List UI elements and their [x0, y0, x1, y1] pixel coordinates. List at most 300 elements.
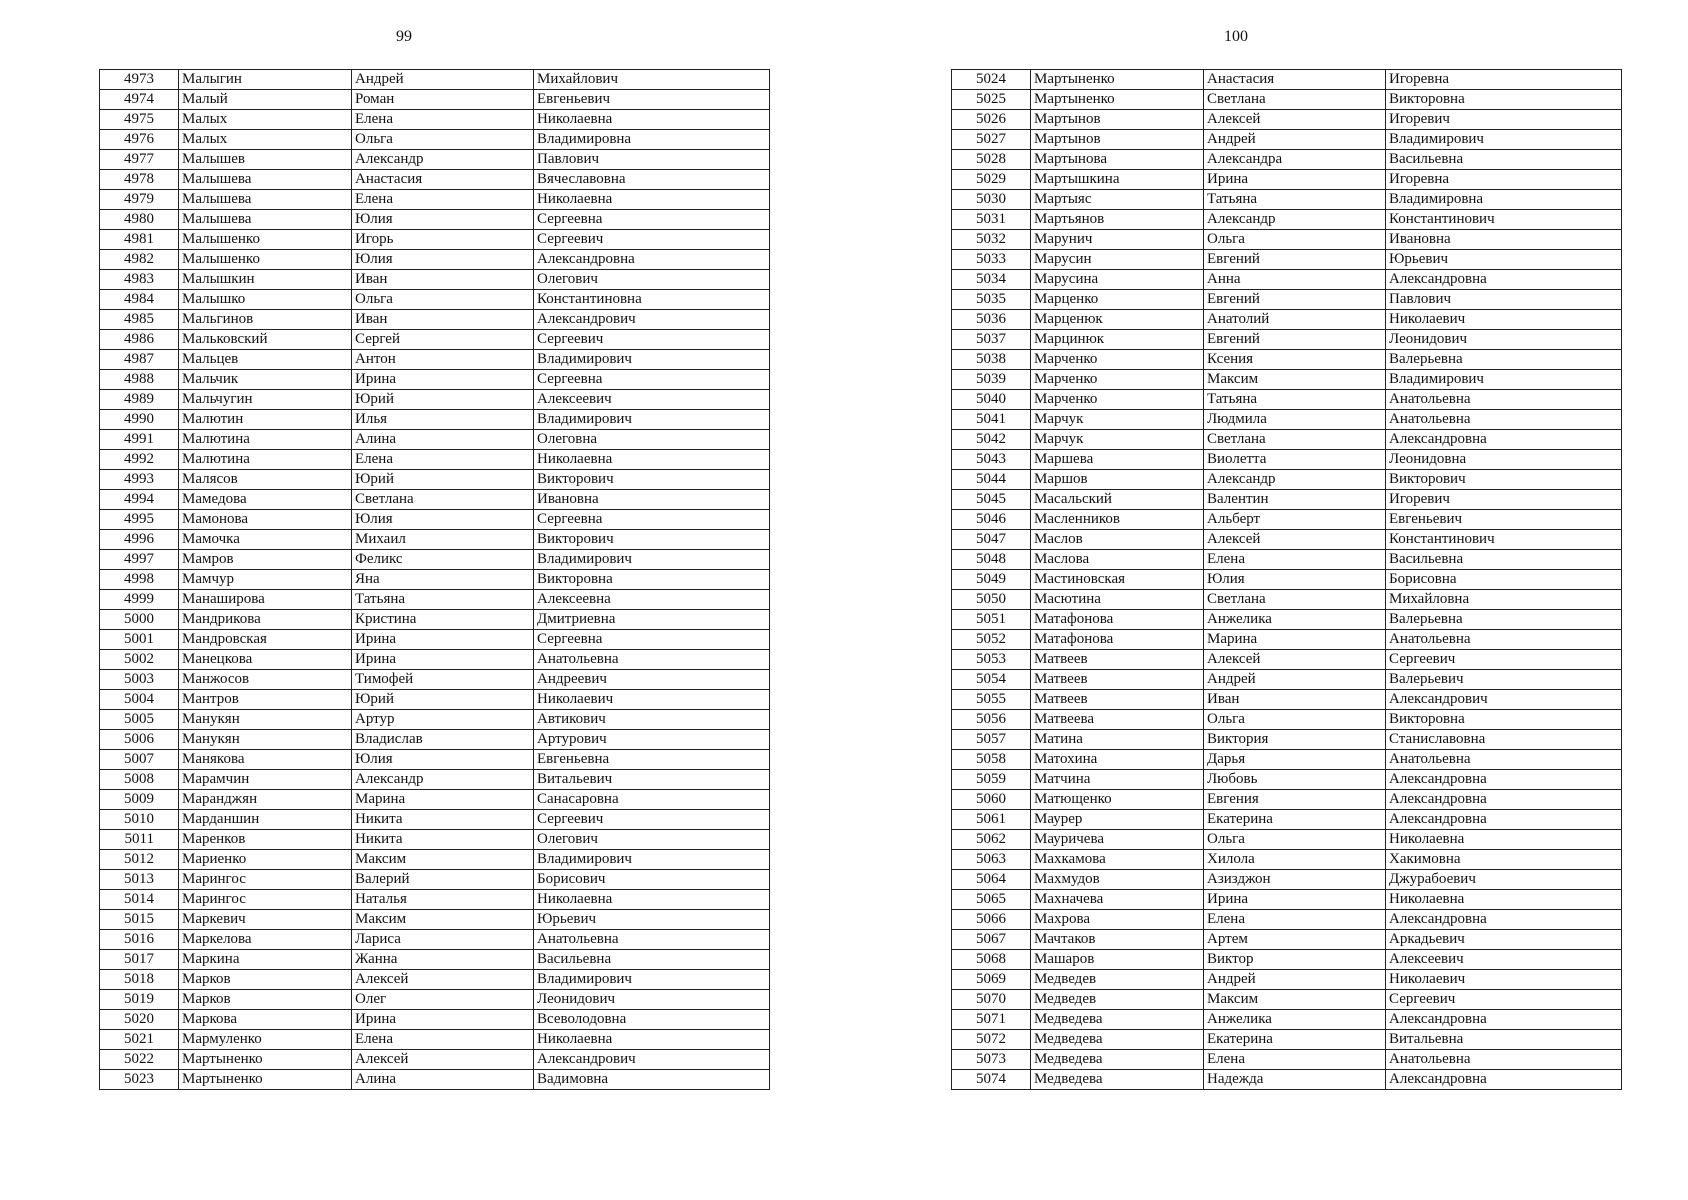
patronymic-cell: Николаевич: [534, 690, 770, 710]
first-name-cell: Ксения: [1204, 350, 1386, 370]
row-number: 4999: [100, 590, 179, 610]
patronymic-cell: Павлович: [1386, 290, 1622, 310]
first-name-cell: Андрей: [1204, 130, 1386, 150]
patronymic-cell: Анатольевна: [1386, 750, 1622, 770]
first-name-cell: Юлия: [352, 210, 534, 230]
patronymic-cell: Сергеевич: [1386, 650, 1622, 670]
surname-cell: Мариенко: [179, 850, 352, 870]
surname-cell: Марцинюк: [1031, 330, 1204, 350]
table-row: [952, 150, 1622, 170]
row-number: 4979: [100, 190, 179, 210]
table-row: [100, 590, 770, 610]
table-row: [100, 490, 770, 510]
patronymic-cell: Сергеевич: [534, 230, 770, 250]
patronymic-cell: Витальевич: [534, 770, 770, 790]
surname-cell: Маркелова: [179, 930, 352, 950]
table-row: [952, 250, 1622, 270]
patronymic-cell: Сергеевна: [534, 630, 770, 650]
first-name-cell: Яна: [352, 570, 534, 590]
patronymic-cell: Ивановна: [534, 490, 770, 510]
first-name-cell: Татьяна: [1204, 190, 1386, 210]
table-row: [952, 890, 1622, 910]
row-number: 5006: [100, 730, 179, 750]
row-number: 5016: [100, 930, 179, 950]
table-row: [100, 90, 770, 110]
table-row: [100, 710, 770, 730]
row-number: 5010: [100, 810, 179, 830]
patronymic-cell: Викторовна: [534, 570, 770, 590]
row-number: 5005: [100, 710, 179, 730]
surname-cell: Мамочка: [179, 530, 352, 550]
row-number: 5007: [100, 750, 179, 770]
surname-cell: Матафонова: [1031, 610, 1204, 630]
patronymic-cell: Викторович: [1386, 470, 1622, 490]
surname-cell: Матвеев: [1031, 670, 1204, 690]
first-name-cell: Юрий: [352, 690, 534, 710]
patronymic-cell: Александрович: [1386, 690, 1622, 710]
row-number: 4977: [100, 150, 179, 170]
first-name-cell: Андрей: [352, 70, 534, 90]
surname-cell: Малышева: [179, 190, 352, 210]
table-row: [100, 270, 770, 290]
table-row: [952, 70, 1622, 90]
row-number: 5030: [952, 190, 1031, 210]
row-number: 5034: [952, 270, 1031, 290]
surname-cell: Марчук: [1031, 410, 1204, 430]
table-row: [952, 470, 1622, 490]
first-name-cell: Сергей: [352, 330, 534, 350]
row-number: 4987: [100, 350, 179, 370]
first-name-cell: Наталья: [352, 890, 534, 910]
first-name-cell: Михаил: [352, 530, 534, 550]
first-name-cell: Ирина: [352, 630, 534, 650]
surname-cell: Марусина: [1031, 270, 1204, 290]
surname-cell: Марамчин: [179, 770, 352, 790]
table-row: [952, 170, 1622, 190]
first-name-cell: Ирина: [352, 1010, 534, 1030]
table-row: [100, 330, 770, 350]
table-row: [952, 1050, 1622, 1070]
row-number: 4973: [100, 70, 179, 90]
first-name-cell: Юлия: [352, 250, 534, 270]
surname-cell: Матафонова: [1031, 630, 1204, 650]
row-number: 4980: [100, 210, 179, 230]
first-name-cell: Андрей: [1204, 970, 1386, 990]
row-number: 4985: [100, 310, 179, 330]
table-row: [100, 450, 770, 470]
surname-cell: Матина: [1031, 730, 1204, 750]
surname-cell: Медведева: [1031, 1050, 1204, 1070]
surname-cell: Мауричева: [1031, 830, 1204, 850]
patronymic-cell: Васильевна: [534, 950, 770, 970]
table-row: [952, 970, 1622, 990]
first-name-cell: Максим: [352, 910, 534, 930]
table-row: [100, 550, 770, 570]
first-name-cell: Юлия: [352, 510, 534, 530]
row-number: 5011: [100, 830, 179, 850]
patronymic-cell: Сергеевич: [534, 810, 770, 830]
first-name-cell: Лариса: [352, 930, 534, 950]
surname-cell: Малютин: [179, 410, 352, 430]
row-number: 5047: [952, 530, 1031, 550]
surname-cell: Махрова: [1031, 910, 1204, 930]
table-row: [952, 290, 1622, 310]
row-number: 5053: [952, 650, 1031, 670]
surname-cell: Марченко: [1031, 390, 1204, 410]
surname-cell: Мамедова: [179, 490, 352, 510]
table-row: [952, 1010, 1622, 1030]
row-number: 5029: [952, 170, 1031, 190]
row-number: 5063: [952, 850, 1031, 870]
surname-cell: Махначева: [1031, 890, 1204, 910]
patronymic-cell: Константинович: [1386, 530, 1622, 550]
row-number: 4995: [100, 510, 179, 530]
first-name-cell: Виктория: [1204, 730, 1386, 750]
row-number: 5019: [100, 990, 179, 1010]
table-row: [100, 210, 770, 230]
surname-cell: Медведева: [1031, 1030, 1204, 1050]
surname-cell: Мамонова: [179, 510, 352, 530]
table-row: [952, 90, 1622, 110]
table-row: [100, 250, 770, 270]
patronymic-cell: Анатольевна: [1386, 630, 1622, 650]
patronymic-cell: Евгеньевич: [534, 90, 770, 110]
surname-cell: Малых: [179, 110, 352, 130]
table-row: [100, 750, 770, 770]
first-name-cell: Алина: [352, 430, 534, 450]
first-name-cell: Светлана: [1204, 590, 1386, 610]
first-name-cell: Татьяна: [1204, 390, 1386, 410]
row-number: 4996: [100, 530, 179, 550]
row-number: 5013: [100, 870, 179, 890]
table-row: [100, 890, 770, 910]
row-number: 5067: [952, 930, 1031, 950]
surname-cell: Медведев: [1031, 970, 1204, 990]
first-name-cell: Дарья: [1204, 750, 1386, 770]
patronymic-cell: Алексеевич: [1386, 950, 1622, 970]
table-row: [952, 690, 1622, 710]
surname-cell: Масленников: [1031, 510, 1204, 530]
surname-cell: Манукян: [179, 710, 352, 730]
first-name-cell: Юлия: [352, 750, 534, 770]
row-number: 4975: [100, 110, 179, 130]
row-number: 5002: [100, 650, 179, 670]
first-name-cell: Антон: [352, 350, 534, 370]
table-row: [100, 810, 770, 830]
patronymic-cell: Игоревич: [1386, 110, 1622, 130]
first-name-cell: Олег: [352, 990, 534, 1010]
row-number: 5052: [952, 630, 1031, 650]
table-row: [952, 330, 1622, 350]
table-row: [100, 110, 770, 130]
row-number: 5049: [952, 570, 1031, 590]
first-name-cell: Ольга: [1204, 830, 1386, 850]
surname-cell: Мамров: [179, 550, 352, 570]
first-name-cell: Виолетта: [1204, 450, 1386, 470]
patronymic-cell: Санасаровна: [534, 790, 770, 810]
surname-cell: Манаширова: [179, 590, 352, 610]
surname-cell: Мартыненко: [179, 1070, 352, 1090]
patronymic-cell: Валерьевна: [1386, 610, 1622, 630]
table-row: [952, 550, 1622, 570]
table-row: [952, 770, 1622, 790]
patronymic-cell: Александровна: [1386, 430, 1622, 450]
first-name-cell: Екатерина: [1204, 1030, 1386, 1050]
table-row: [952, 1030, 1622, 1050]
table-row: [952, 730, 1622, 750]
surname-cell: Мастиновская: [1031, 570, 1204, 590]
table-row: [100, 850, 770, 870]
row-number: 5028: [952, 150, 1031, 170]
first-name-cell: Надежда: [1204, 1070, 1386, 1090]
surname-cell: Мандрикова: [179, 610, 352, 630]
patronymic-cell: Анатольевна: [1386, 390, 1622, 410]
table-row: [100, 310, 770, 330]
first-name-cell: Игорь: [352, 230, 534, 250]
surname-cell: Малютина: [179, 430, 352, 450]
table-row: [952, 650, 1622, 670]
row-number: 5043: [952, 450, 1031, 470]
surname-cell: Мандровская: [179, 630, 352, 650]
table-row: [100, 1030, 770, 1050]
first-name-cell: Анжелика: [1204, 1010, 1386, 1030]
first-name-cell: Максим: [1204, 370, 1386, 390]
row-number: 5009: [100, 790, 179, 810]
first-name-cell: Ирина: [352, 650, 534, 670]
table-row: [952, 1070, 1622, 1090]
patronymic-cell: Михайловна: [1386, 590, 1622, 610]
first-name-cell: Юрий: [352, 470, 534, 490]
patronymic-cell: Владимирович: [534, 850, 770, 870]
surname-cell: Медведев: [1031, 990, 1204, 1010]
first-name-cell: Максим: [352, 850, 534, 870]
table-row: [100, 350, 770, 370]
table-row: [100, 190, 770, 210]
patronymic-cell: Васильевна: [1386, 550, 1622, 570]
patronymic-cell: Николаевна: [534, 190, 770, 210]
first-name-cell: Иван: [352, 310, 534, 330]
surname-cell: Маршева: [1031, 450, 1204, 470]
patronymic-cell: Владимирович: [1386, 370, 1622, 390]
first-name-cell: Ирина: [1204, 170, 1386, 190]
row-number: 5048: [952, 550, 1031, 570]
first-name-cell: Валентин: [1204, 490, 1386, 510]
patronymic-cell: Олеговна: [534, 430, 770, 450]
row-number: 4982: [100, 250, 179, 270]
surname-cell: Маренков: [179, 830, 352, 850]
row-number: 5003: [100, 670, 179, 690]
patronymic-cell: Михайлович: [534, 70, 770, 90]
first-name-cell: Елена: [352, 110, 534, 130]
surname-cell: Маршов: [1031, 470, 1204, 490]
patronymic-cell: Александрович: [534, 1050, 770, 1070]
surname-cell: Мартыяс: [1031, 190, 1204, 210]
first-name-cell: Алексей: [1204, 650, 1386, 670]
first-name-cell: Людмила: [1204, 410, 1386, 430]
table-row: [952, 310, 1622, 330]
patronymic-cell: Юрьевич: [1386, 250, 1622, 270]
patronymic-cell: Автикович: [534, 710, 770, 730]
first-name-cell: Елена: [1204, 910, 1386, 930]
patronymic-cell: Николаевна: [534, 890, 770, 910]
first-name-cell: Алексей: [1204, 530, 1386, 550]
first-name-cell: Ольга: [1204, 710, 1386, 730]
table-row: [952, 270, 1622, 290]
table-row: [952, 230, 1622, 250]
surname-cell: Мамчур: [179, 570, 352, 590]
patronymic-cell: Николаевна: [534, 450, 770, 470]
first-name-cell: Елена: [352, 450, 534, 470]
row-number: 4988: [100, 370, 179, 390]
table-row: [952, 790, 1622, 810]
row-number: 5057: [952, 730, 1031, 750]
first-name-cell: Любовь: [1204, 770, 1386, 790]
surname-cell: Марингос: [179, 890, 352, 910]
patronymic-cell: Александрович: [534, 310, 770, 330]
table-row: [100, 370, 770, 390]
table-row: [100, 730, 770, 750]
first-name-cell: Иван: [352, 270, 534, 290]
table-row: [100, 990, 770, 1010]
first-name-cell: Ольга: [352, 290, 534, 310]
patronymic-cell: Вадимовна: [534, 1070, 770, 1090]
row-number: 5042: [952, 430, 1031, 450]
row-number: 5001: [100, 630, 179, 650]
patronymic-cell: Витальевна: [1386, 1030, 1622, 1050]
table-row: [100, 670, 770, 690]
surname-cell: Мартыненко: [1031, 70, 1204, 90]
patronymic-cell: Николаевич: [1386, 310, 1622, 330]
table-row: [952, 990, 1622, 1010]
table-row: [100, 830, 770, 850]
surname-cell: Манецкова: [179, 650, 352, 670]
surname-cell: Малышев: [179, 150, 352, 170]
patronymic-cell: Александровна: [534, 250, 770, 270]
first-name-cell: Юрий: [352, 390, 534, 410]
surname-cell: Мартынов: [1031, 110, 1204, 130]
patronymic-cell: Игоревна: [1386, 70, 1622, 90]
row-number: 4994: [100, 490, 179, 510]
surname-cell: Марченко: [1031, 370, 1204, 390]
table-row: [100, 410, 770, 430]
first-name-cell: Елена: [1204, 1050, 1386, 1070]
row-number: 5024: [952, 70, 1031, 90]
first-name-cell: Ольга: [1204, 230, 1386, 250]
row-number: 5020: [100, 1010, 179, 1030]
table-row: [100, 130, 770, 150]
table-row: [952, 870, 1622, 890]
first-name-cell: Елена: [1204, 550, 1386, 570]
row-number: 4984: [100, 290, 179, 310]
patronymic-cell: Сергеевич: [534, 330, 770, 350]
table-row: [952, 590, 1622, 610]
row-number: 5056: [952, 710, 1031, 730]
row-number: 5060: [952, 790, 1031, 810]
surname-cell: Манякова: [179, 750, 352, 770]
first-name-cell: Феликс: [352, 550, 534, 570]
surname-cell: Маркевич: [179, 910, 352, 930]
first-name-cell: Евгений: [1204, 250, 1386, 270]
table-row: [952, 110, 1622, 130]
surname-cell: Махкамова: [1031, 850, 1204, 870]
patronymic-cell: Владимирович: [534, 970, 770, 990]
surname-cell: Мартышкина: [1031, 170, 1204, 190]
surname-cell: Матвеева: [1031, 710, 1204, 730]
surname-cell: Малышко: [179, 290, 352, 310]
first-name-cell: Елена: [352, 190, 534, 210]
table-row: [952, 670, 1622, 690]
row-number: 5045: [952, 490, 1031, 510]
table-row: [952, 570, 1622, 590]
row-number: 5036: [952, 310, 1031, 330]
row-number: 5025: [952, 90, 1031, 110]
row-number: 5066: [952, 910, 1031, 930]
patronymic-cell: Александровна: [1386, 1010, 1622, 1030]
patronymic-cell: Александровна: [1386, 770, 1622, 790]
table-row: [952, 410, 1622, 430]
row-number: 4978: [100, 170, 179, 190]
first-name-cell: Анастасия: [352, 170, 534, 190]
patronymic-cell: Александровна: [1386, 810, 1622, 830]
surname-cell: Малышенко: [179, 250, 352, 270]
table-row: [952, 130, 1622, 150]
table-row: [952, 930, 1622, 950]
patronymic-cell: Андреевич: [534, 670, 770, 690]
patronymic-cell: Анатольевна: [1386, 1050, 1622, 1070]
row-number: 5021: [100, 1030, 179, 1050]
patronymic-cell: Викторовна: [1386, 90, 1622, 110]
patronymic-cell: Николаевна: [534, 110, 770, 130]
table-row: [100, 290, 770, 310]
patronymic-cell: Вячеславовна: [534, 170, 770, 190]
row-number: 5038: [952, 350, 1031, 370]
patronymic-cell: Артурович: [534, 730, 770, 750]
patronymic-cell: Ивановна: [1386, 230, 1622, 250]
table-row: [952, 450, 1622, 470]
patronymic-cell: Александровна: [1386, 790, 1622, 810]
first-name-cell: Валерий: [352, 870, 534, 890]
first-name-cell: Никита: [352, 830, 534, 850]
patronymic-cell: Николаевна: [534, 1030, 770, 1050]
surname-cell: Мартьянов: [1031, 210, 1204, 230]
surname-cell: Мальцев: [179, 350, 352, 370]
row-number: 5071: [952, 1010, 1031, 1030]
patronymic-cell: Валерьевна: [1386, 350, 1622, 370]
surname-cell: Мачтаков: [1031, 930, 1204, 950]
first-name-cell: Ирина: [1204, 890, 1386, 910]
table-row: [100, 70, 770, 90]
page-number: 100: [1224, 28, 1248, 45]
surname-cell: Марчук: [1031, 430, 1204, 450]
patronymic-cell: Сергеевна: [534, 210, 770, 230]
first-name-cell: Азизджон: [1204, 870, 1386, 890]
patronymic-cell: Николаевна: [1386, 830, 1622, 850]
row-number: 5074: [952, 1070, 1031, 1090]
patronymic-cell: Леонидович: [534, 990, 770, 1010]
table-row: [952, 430, 1622, 450]
first-name-cell: Юлия: [1204, 570, 1386, 590]
first-name-cell: Артем: [1204, 930, 1386, 950]
patronymic-cell: Васильевна: [1386, 150, 1622, 170]
surname-cell: Манукян: [179, 730, 352, 750]
row-number: 5062: [952, 830, 1031, 850]
patronymic-cell: Владимировна: [1386, 190, 1622, 210]
surname-cell: Медведева: [1031, 1010, 1204, 1030]
patronymic-cell: Борисович: [534, 870, 770, 890]
row-number: 5068: [952, 950, 1031, 970]
first-name-cell: Жанна: [352, 950, 534, 970]
row-number: 5004: [100, 690, 179, 710]
